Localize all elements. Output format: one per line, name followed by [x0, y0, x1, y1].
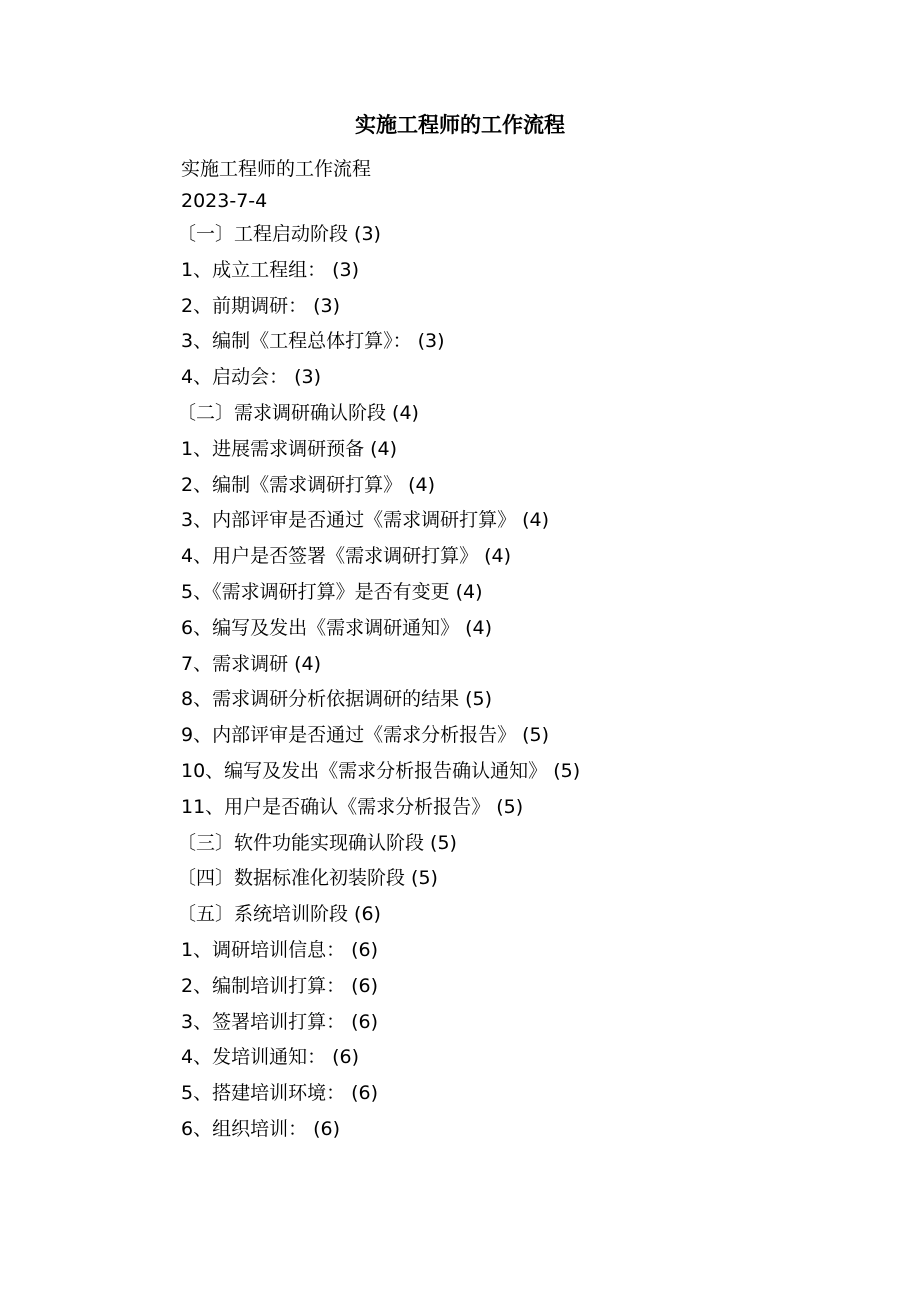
- table-of-contents: [177, 153, 581, 1148]
- toc-item[interactable]: 1、调研培训信息： (6): [181, 938, 379, 961]
- toc-item[interactable]: 1、成立工程组： (3): [181, 258, 360, 281]
- toc-item[interactable]: 7、需求调研 (4): [181, 652, 322, 675]
- toc-item[interactable]: 3、编制《工程总体打算》： (3): [181, 330, 445, 353]
- toc-item[interactable]: 2、编制《需求调研打算》 (4): [181, 473, 436, 496]
- toc-item[interactable]: 4、用户是否签署《需求调研打算》 (4): [181, 545, 512, 568]
- toc-item[interactable]: 5、《需求调研打算》是否有变更 (4): [181, 580, 483, 603]
- toc-item[interactable]: 8、需求调研分析依据调研的结果 (5): [181, 688, 493, 711]
- toc-item[interactable]: 2、编制培训打算： (6): [181, 974, 379, 997]
- toc-item[interactable]: 9、内部评审是否通过《需求分析报告》 (5): [181, 724, 550, 747]
- toc-section-4[interactable]: 〔四〕数据标准化初装阶段 (5): [177, 867, 438, 890]
- toc-item[interactable]: 10、编写及发出《需求分析报告确认通知》 (5): [181, 759, 581, 782]
- document-date: 2023-7-4: [181, 190, 268, 212]
- toc-item[interactable]: 3、内部评审是否通过《需求调研打算》 (4): [181, 509, 550, 532]
- document-subtitle: 实施工程师的工作流程: [181, 158, 372, 180]
- toc-section-1[interactable]: 〔一〕工程启动阶段 (3): [177, 223, 381, 245]
- toc-item[interactable]: 11、用户是否确认《需求分析报告》 (5): [181, 795, 524, 818]
- toc-item[interactable]: 1、进展需求调研预备 (4): [181, 437, 398, 460]
- toc-item[interactable]: 3、签署培训打算： (6): [181, 1010, 379, 1033]
- toc-section-3[interactable]: 〔三〕软件功能实现确认阶段 (5): [177, 831, 457, 854]
- toc-item[interactable]: 4、启动会： (3): [181, 366, 322, 389]
- toc-item[interactable]: 5、搭建培训环境： (6): [181, 1082, 379, 1105]
- toc-item[interactable]: 2、前期调研： (3): [181, 294, 341, 317]
- toc-section-2[interactable]: 〔二〕需求调研确认阶段 (4): [177, 401, 419, 424]
- toc-item[interactable]: 6、编写及发出《需求调研通知》 (4): [181, 616, 493, 639]
- toc-item[interactable]: 4、发培训通知： (6): [181, 1046, 360, 1069]
- toc-section-5[interactable]: 〔五〕系统培训阶段 (6): [177, 903, 381, 926]
- document-title: 实施工程师的工作流程: [355, 113, 565, 138]
- toc-item[interactable]: 6、组织培训： (6): [181, 1117, 341, 1140]
